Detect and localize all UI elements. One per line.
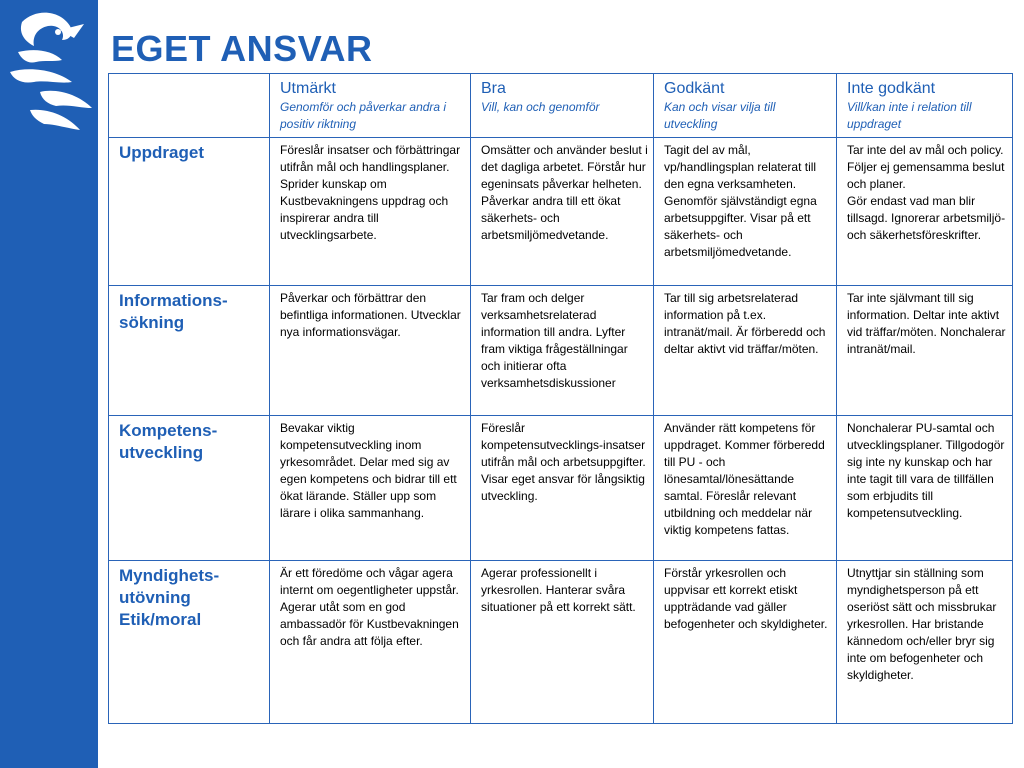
column-name: Inte godkänt (847, 80, 936, 97)
table-cell: Agerar professionellt i yrkesrollen. Hanterar svåra situationer på ett korrekt sätt. (471, 561, 654, 724)
column-description: Kan och visar vilja till utveckling (664, 100, 776, 131)
column-header-godkant (654, 74, 837, 138)
table-cell: Tar fram och delger verksamhetsrelaterad information till andra. Lyfter fram viktiga frågeställningar och initierar ofta verksamhetsdiskussioner (471, 286, 654, 416)
column-header-inte-godkant (837, 74, 1013, 138)
column-header-bra (471, 74, 654, 138)
table-cell: Påverkar och förbättrar den befintliga informationen. Utvecklar nya informationsvägar. (270, 286, 471, 416)
table-cell: Är ett föredöme och vågar agera internt om oegentligheter uppstår. Agerar utåt som en god ambassadör för Kustbevakningen och får andra att följa efter. (270, 561, 471, 724)
column-description: Genomför och påverkar andra i positiv riktning (280, 100, 447, 131)
table-cell: Nonchalerar PU-samtal och utvecklingsplaner. Tillgodogör sig inte ny kunskap och har inte tagit till vara de tillfällen som erbjudits till kompetensutveckling. (837, 416, 1013, 561)
column-header-utmarkt (270, 74, 471, 138)
table-cell: Tar inte självmant till sig information. Deltar inte aktivt vid träffar/möten. Nonchalerar intranät/mail. (837, 286, 1013, 416)
table-cell: Tagit del av mål, vp/handlingsplan relaterat till den egna verksamheten. Genomför självständigt egna arbetsuppgifter. Visar på ett säkerhets- och arbetsmiljömedvetande. (654, 138, 837, 286)
table-cell: Tar till sig arbetsrelaterad information på t.ex. intranät/mail. Är förberedd och deltar aktivt vid träffar/möten. (654, 286, 837, 416)
table-row (109, 416, 1013, 561)
table-row (109, 286, 1013, 416)
column-name: Utmärkt (280, 80, 336, 97)
column-name: Godkänt (664, 80, 725, 97)
table-cell: Förstår yrkesrollen och uppvisar ett korrekt etiskt uppträdande vad gäller befogenheter och skyldigheter. (654, 561, 837, 724)
table-cell: Föreslår insatser och förbättringar utifrån mål och handlingsplaner. Sprider kunskap om Kustbevakningens uppdrag och inspirerar andra till utvecklingsarbete. (270, 138, 471, 286)
table-cell: Tar inte del av mål och policy. Följer ej gemensamma beslut och planer. Gör endast vad man blir tillsagd. Ignorerar arbetsmiljö- och säkerhetsföreskrifter. (837, 138, 1013, 286)
table-cell: Föreslår kompetensutvecklings-insatser utifrån mål och arbetsuppgifter. Visar eget ansvar för långsiktig utveckling. (471, 416, 654, 561)
table-header-row (109, 74, 1013, 138)
table-cell: Omsätter och använder beslut i det dagliga arbetet. Förstår hur egeninsats påverkar helheten. Påverkar andra till ett ökat säkerhets- och arbetsmiljömedvetande. (471, 138, 654, 286)
row-header-informationssokning: Informations- sökning (109, 286, 270, 416)
slide-title: EGET ANSVAR (111, 28, 373, 69)
eagle-logo-icon (0, 0, 98, 150)
corner-cell (109, 74, 270, 138)
table-row (109, 138, 1013, 286)
table-cell: Använder rätt kompetens för uppdraget. Kommer förberedd till PU - och lönesamtal/lönesättande samtal. Föreslår relevant utbildning och meddelar när viktig kompetens fattas. (654, 416, 837, 561)
row-header-uppdraget: Uppdraget (109, 138, 270, 286)
assessment-table (108, 73, 1013, 724)
column-description: Vill, kan och genomför (481, 100, 600, 114)
table-row (109, 561, 1013, 724)
table-cell: Bevakar viktig kompetensutveckling inom yrkesområdet. Delar med sig av egen kompetens och bidrar till ett ökat lärande. Ställer upp som lärare i olika sammanhang. (270, 416, 471, 561)
column-name: Bra (481, 80, 506, 97)
column-description: Vill/kan inte i relation till uppdraget (847, 100, 972, 131)
row-header-myndighetsutovning: Myndighets- utövning Etik/moral (109, 561, 270, 724)
row-header-kompetensutveckling: Kompetens- utveckling (109, 416, 270, 561)
table-cell: Utnyttjar sin ställning som myndighetsperson på ett oseriöst sätt och missbrukar yrkesrollen. Har bristande kännedom och/eller bryr sig inte om befogenheter och skyldigheter. (837, 561, 1013, 724)
